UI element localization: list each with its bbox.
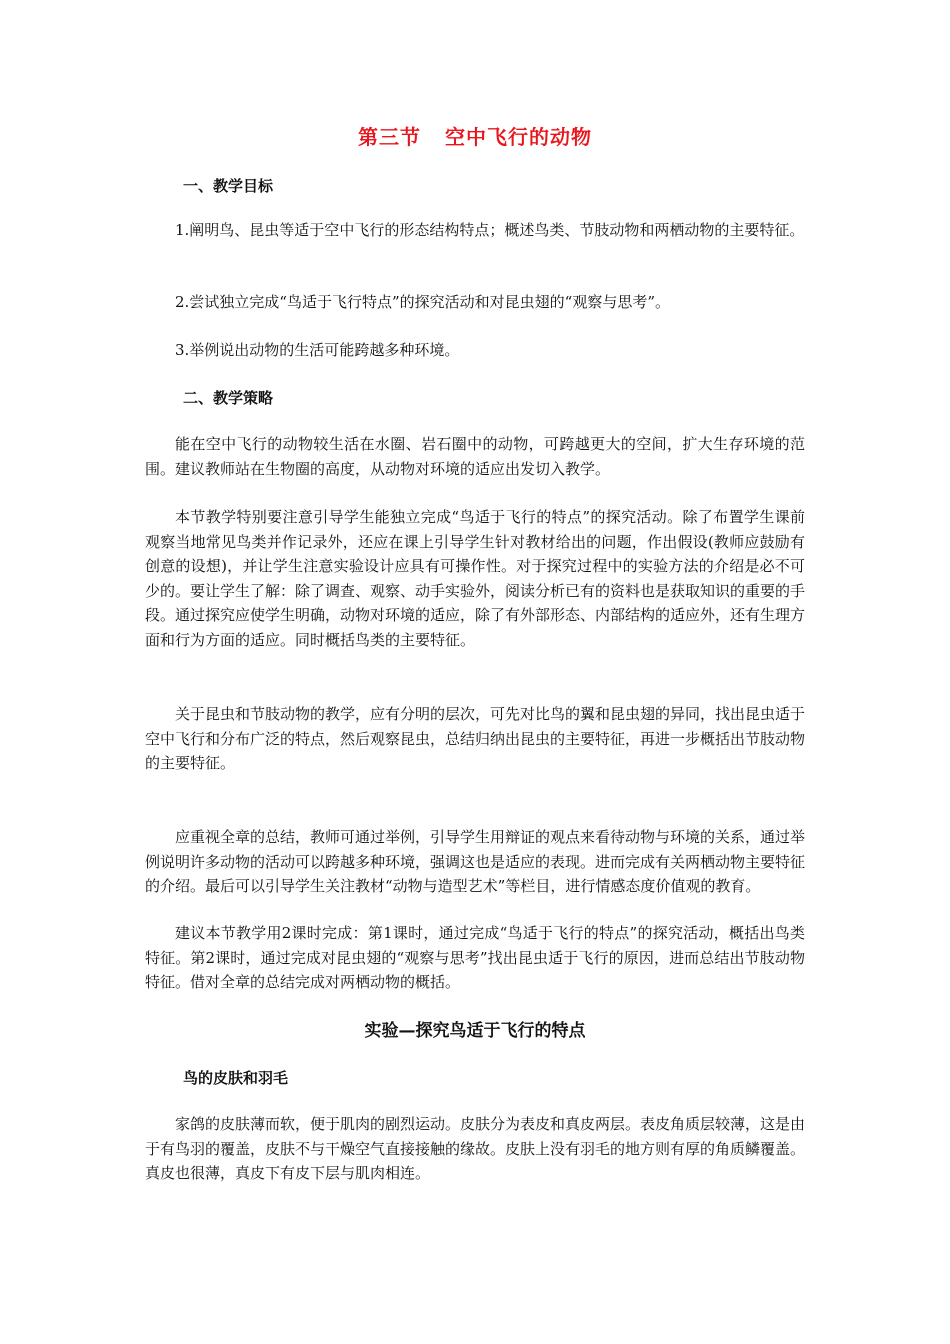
- strategy-paragraph-2: 本节教学特别要注意引导学生能独立完成“鸟适于飞行的特点”的探究活动。除了布置学生课前观察当地常见鸟类并作记录外，还应在课上引导学生针对教材给出的问题，作出假设(教师应鼓励有创意的设想)，并让学生注意实验设计应具有可操作性。对于探究过程中的实验方法的介绍是必不可少的。要让学生了解：除了调查、观察、动手实验外，阅读分析已有的资料也是获取知识的重要的手段。通过探究应使学生明确，动物对环境的适应，除了有外部形态、内部结构的适应外，还有生理方面和行为方面的适应。同时概括鸟类的主要特征。: [145, 508, 806, 649]
- skin-paragraph: 家鸽的皮肤薄而软，便于肌肉的剧烈运动。皮肤分为表皮和真皮两层。表皮角质层较薄，这是由于有鸟羽的覆盖，皮肤不与干燥空气直接接触的缘故。皮肤上没有羽毛的地方则有厚的角质鳞覆盖。真皮也很薄，真皮下有皮下层与肌肉相连。: [145, 1115, 806, 1183]
- title-section-name: 空中飞行的动物: [445, 125, 592, 149]
- title-section-number: 第三节: [358, 125, 421, 149]
- strategy-paragraph-4: 应重视全章的总结，教师可通过举例，引导学生用辩证的观点来看待动物与环境的关系，通过举例说明许多动物的活动可以跨越多种环境，强调这也是适应的表现。进而完成有关两栖动物主要特征的介绍。最后可以引导学生关注教材“动物与造型艺术”等栏目，进行情感态度价值观的教育。: [145, 828, 806, 896]
- skin-heading: 鸟的皮肤和羽毛: [183, 1069, 289, 1087]
- strategy-paragraph-1: 能在空中飞行的动物较生活在水圈、岩石圈中的动物，可跨越更大的空间，扩大生存环境的范围。建议教师站在生物圈的高度，从动物对环境的适应出发切入教学。: [145, 435, 805, 478]
- page-title: [0, 122, 950, 152]
- objectives-heading: 一、教学目标: [183, 177, 274, 195]
- strategy-paragraph-5: 建议本节教学用2课时完成：第1课时，通过完成“鸟适于飞行的特点”的探究活动，概括出鸟类特征。第2课时，通过完成对昆虫翅的“观察与思考”找出昆虫适于飞行的原因，进而总结出节肢动物特征。借对全章的总结完成对两栖动物的概括。: [145, 924, 805, 992]
- objective-paragraph-3: 3.举例说出动物的生活可能跨越多种环境。: [175, 341, 460, 359]
- experiment-heading: 实验—探究鸟适于飞行的特点: [364, 1021, 586, 1041]
- strategy-heading: 二、教学策略: [183, 389, 274, 407]
- objective-paragraph-2: 2.尝试独立完成“鸟适于飞行特点”的探究活动和对昆虫翅的“观察与思考”。: [175, 293, 670, 311]
- objective-paragraph-1: 1.阐明鸟、昆虫等适于空中飞行的形态结构特点；概述鸟类、节肢动物和两栖动物的主要特征。: [175, 221, 805, 239]
- strategy-paragraph-3: 关于昆虫和节肢动物的教学，应有分明的层次，可先对比鸟的翼和昆虫翅的异同，找出昆虫适于空中飞行和分布广泛的特点，然后观察昆虫，总结归纳出昆虫的主要特征，再进一步概括出节肢动物的主要特征。: [145, 705, 806, 773]
